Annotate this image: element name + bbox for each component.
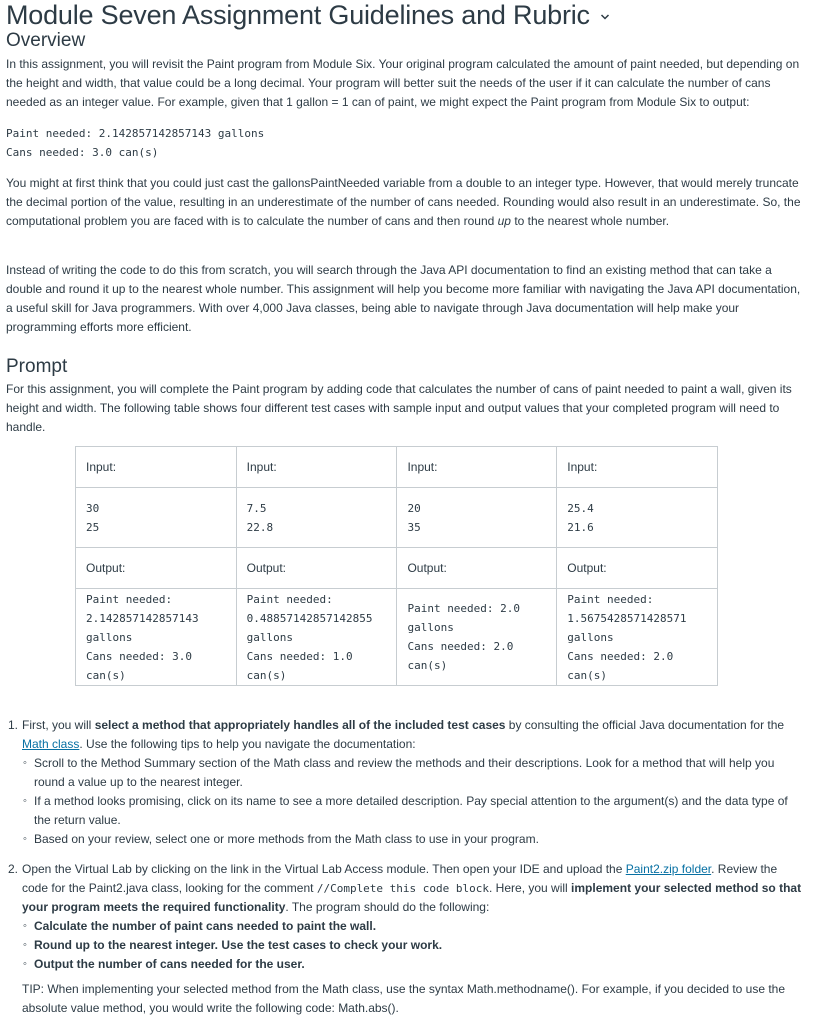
step-2-text-e: . The program should do the following: (285, 900, 490, 914)
prompt-heading: Prompt (6, 356, 68, 377)
inline-code: //Complete this code block (316, 882, 490, 895)
output-values-cell (76, 589, 237, 686)
output-line: Paint needed: (567, 592, 654, 606)
step-number: 2. (8, 862, 19, 876)
output-line: gallons (567, 630, 614, 644)
input-header-cell: Input: (76, 447, 237, 488)
input-width: 22.8 (246, 520, 274, 534)
output-line: can(s) (407, 659, 448, 672)
output-line: can(s) (567, 668, 607, 682)
input-values-cell (557, 488, 718, 548)
output-line: 1.5675428571428571 (567, 611, 687, 625)
chevron-down-icon[interactable] (600, 12, 610, 22)
step-1-text (22, 716, 806, 754)
input-height: 20 (407, 501, 421, 515)
step-2-bold: implement your selected method so that your program meets the required functionality (22, 881, 802, 914)
tip-text: TIP: When implementing your selected method from the Math class, use the syntax Math.methodname(). For example, if you decided to use the absolute value method, you would write the following code: Math.abs(). (22, 982, 786, 1015)
overview-paragraph-2 (6, 174, 806, 231)
output-line: can(s) (86, 668, 126, 682)
list-item (6, 955, 806, 974)
step-2 (6, 860, 806, 1018)
step-1-text-c: by consulting the official Java documentation for the (505, 718, 785, 732)
step-1-bold: select a method that appropriately handles all of the included test cases (94, 718, 506, 732)
step-1-text-a: First, you will (22, 718, 95, 732)
output-values-cell (557, 589, 718, 686)
input-width: 35 (407, 520, 421, 534)
output-line: gallons (407, 621, 454, 634)
input-height: 30 (86, 501, 100, 515)
output-line: Cans needed: 2.0 (407, 640, 514, 653)
output-line: Cans needed: 1.0 (246, 649, 353, 663)
step-2-text-c: . Here, you will (489, 881, 572, 895)
output-line: 2.142857142857143 (86, 611, 199, 625)
output-line: 0.48857142857142855 (246, 611, 373, 625)
output-line: gallons (246, 630, 293, 644)
input-height: 7.5 (246, 501, 267, 515)
input-header-cell: Input: (397, 447, 557, 488)
step-number: 1. (8, 718, 19, 732)
overview-paragraph-1: In this assignment, you will revisit the Paint program from Module Six. Your original program calculated the amount of paint needed, but depending on the height and width, that value could be a long decimal. Your program will better suit the needs of the user if it can calculate the number of cans needed as an integer value. For example, given that 1 gallon = 1 can of paint, we might expect the Paint program from Module Six to output: (6, 57, 800, 109)
list-item (6, 917, 806, 936)
input-values-cell (236, 488, 397, 548)
table-row (76, 488, 718, 548)
input-width: 21.6 (567, 520, 594, 534)
output-line: Paint needed: (246, 592, 333, 606)
input-header-cell: Input: (236, 447, 397, 488)
step-1 (6, 716, 806, 849)
output-header-cell: Output: (236, 548, 397, 589)
output-values-cell (397, 589, 557, 686)
p2-text-a: You might at first think that you could just cast the gallonsPaintNeeded variable from a double to an integer type. However, that would merely truncate the decimal portion of the value, resulting in an underestimate of the number of cans needed. Rounding would also result in an underestimate. So, the computational problem you are faced with is to calculate the number of cans and then round (6, 176, 801, 228)
output-line: gallons (86, 630, 133, 644)
input-width: 25 (86, 520, 100, 534)
output-line: Paint needed: 2.0 (407, 602, 521, 615)
table-row (76, 447, 718, 488)
step-2-text-a: Open the Virtual Lab by clicking on the link in the Virtual Lab Access module. Then open your IDE and upload the (22, 862, 626, 876)
p2-text-b: to the nearest whole number. (510, 214, 670, 228)
list-item: ◦ If a method looks promising, click on its name to see a more detailed description. Pay special attention to the argument(s) and the data type of the return value. (6, 792, 806, 830)
p2-emphasis: up (497, 214, 511, 228)
page-title-row (6, 0, 610, 30)
paint2-zip-link[interactable]: Paint2.zip folder (625, 862, 712, 876)
table-row (76, 548, 718, 589)
output-line: Cans needed: 2.0 (567, 649, 674, 663)
step-2-text-b: . Review the code for the Paint2.java class, looking for the comment (22, 862, 778, 895)
code-line-2: Cans needed: 3.0 can(s) (6, 146, 159, 159)
requirement-text: Output the number of cans needed for the user. (34, 957, 305, 971)
output-header-cell: Output: (397, 548, 557, 589)
prompt-paragraph: For this assignment, you will complete the Paint program by adding code that calculates the number of cans of paint needed to paint a wall, given its height and width. The following table shows four different test cases with sample input and output values that your completed program will need to handle. (6, 382, 792, 434)
math-class-link[interactable]: Math class (22, 737, 80, 751)
page-title: Module Seven Assignment Guidelines and Rubric (6, 0, 590, 30)
output-line: can(s) (246, 668, 287, 682)
test-cases-table (75, 446, 718, 686)
output-values-cell (236, 589, 397, 686)
output-header-cell: Output: (557, 548, 718, 589)
step-1-text-d: . Use the following tips to help you navigate the documentation: (79, 737, 416, 751)
output-line: Cans needed: 3.0 (86, 649, 192, 663)
input-values-cell (397, 488, 557, 548)
overview-heading: Overview (6, 30, 86, 51)
overview-paragraph-3: Instead of writing the code to do this from scratch, you will search through the Java API documentation to find an existing method that can take a double and round it up to the nearest whole number. This assignment will help you become more familiar with navigating the Java API documentation, a useful skill for Java programmers. With over 4,000 Java classes, being able to navigate through Java documentation will help make your programming efforts more efficient. (6, 263, 801, 334)
output-line: Paint needed: (86, 592, 173, 606)
input-values-cell (76, 488, 237, 548)
list-item (6, 936, 806, 955)
output-header-cell: Output: (76, 548, 237, 589)
input-header-cell: Input: (557, 447, 718, 488)
list-item: ◦ Based on your review, select one or more methods from the Math class to use in your program. (6, 830, 806, 849)
input-height: 25.4 (567, 501, 594, 515)
requirement-text: Calculate the number of paint cans needed to paint the wall. (34, 919, 377, 933)
table-row (76, 589, 718, 686)
list-item: ◦ Scroll to the Method Summary section of the Math class and review the methods and their descriptions. Look for a method that will help you round a value up to the nearest integer. (6, 754, 806, 792)
requirement-text: Round up to the nearest integer. Use the test cases to check your work. (34, 938, 443, 952)
step-2-text (22, 860, 806, 917)
code-line-1: Paint needed: 2.142857142857143 gallons (6, 127, 265, 140)
